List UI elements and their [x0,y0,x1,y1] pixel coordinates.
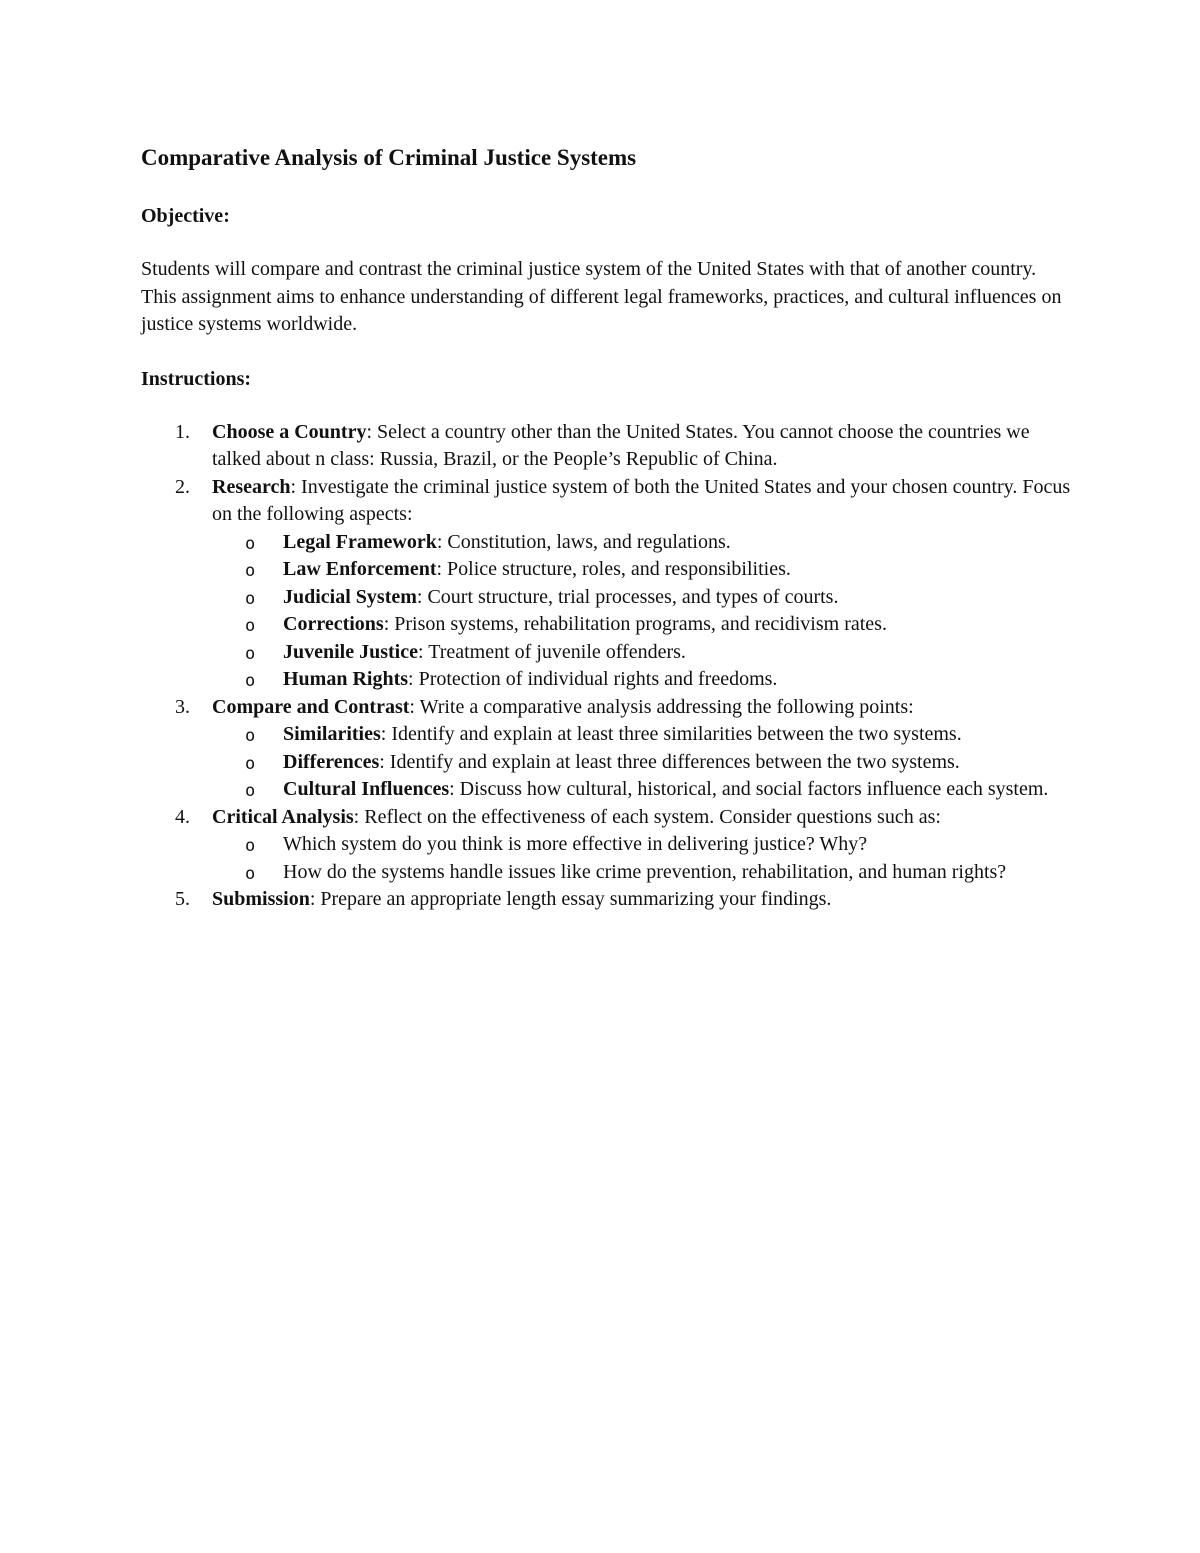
step-label: Submission [212,888,310,910]
step-number: 5. [175,888,190,910]
item-text: : Identify and explain at least three differences between the two systems. [379,750,960,773]
item-text: : Protection of individual rights and freedoms. [408,668,778,690]
item-label: Cultural Influences [283,778,450,800]
list-item [212,611,1071,639]
item-label: Juvenile Justice [283,640,418,663]
bullet-marker: o [245,616,256,636]
step-text: : Write a comparative analysis addressing the following points: [409,695,914,718]
bullet-marker: o [245,836,256,856]
step-research [141,474,1071,694]
step-number: 3. [175,695,190,718]
list-item [212,666,1071,694]
step-compare-contrast [141,694,1071,804]
document-page [141,140,1071,914]
item-text: : Treatment of juvenile offenders. [418,640,686,663]
critical-questions-list [212,831,1071,886]
list-item [212,721,1071,749]
item-label: Legal Framework [283,530,437,553]
bullet-marker: o [245,753,256,774]
list-item [212,859,1071,887]
step-choose-country [141,419,1071,474]
instructions-heading: Instructions: [141,367,252,390]
item-text: How do the systems handle issues like crime prevention, rehabilitation, and human rights? [283,860,1007,883]
bullet-marker: o [245,781,256,801]
item-label: Corrections [283,613,384,635]
list-item [212,529,1071,557]
item-text: : Discuss how cultural, historical, and social factors influence each system. [449,778,1049,800]
objective-heading: Objective: [141,205,230,227]
item-text: : Police structure, roles, and responsibilities. [436,558,791,580]
step-label: Compare and Contrast [212,695,410,718]
step-text: : Select a country other than the United States. You cannot choose the countries we talked about n class: Russia, Brazil, or the People’s Republic of China. [212,420,1030,470]
document-title: Comparative Analysis of Criminal Justice Systems [141,145,637,170]
list-item [212,584,1071,612]
bullet-marker: o [245,561,256,581]
item-label: Law Enforcement [283,558,437,580]
list-item [212,749,1071,777]
step-submission [141,886,1071,914]
bullet-marker: o [245,588,256,609]
item-text: : Identify and explain at least three similarities between the two systems. [380,723,962,745]
bullet-marker: o [245,533,256,554]
objective-text: Students will compare and contrast the criminal justice system of the United States with that of another country. This assignment aims to enhance understanding of different legal frameworks, practices, and cultural influences on justice systems worldwide. [141,258,1062,335]
item-text: : Court structure, trial processes, and types of courts. [416,585,839,608]
instructions-list [141,419,1071,914]
list-item [212,639,1071,667]
item-label: Judicial System [283,585,417,608]
item-label: Similarities [283,723,381,745]
step-label: Choose a Country [212,420,367,443]
step-text: : Reflect on the effectiveness of each system. Consider questions such as: [353,805,941,828]
compare-points-list [212,721,1071,804]
item-text: : Prison systems, rehabilitation programs, and recidivism rates. [383,613,887,635]
bullet-marker: o [245,643,256,664]
step-number: 4. [175,805,190,828]
list-item [212,776,1071,804]
research-aspects-list [212,529,1071,694]
step-text: : Investigate the criminal justice system of both the United States and your chosen country. Focus on the following aspects: [212,475,1071,525]
step-label: Critical Analysis [212,805,354,828]
item-label: Human Rights [283,668,409,690]
step-number: 1. [175,420,190,443]
step-text: : Prepare an appropriate length essay summarizing your findings. [309,888,832,910]
bullet-marker: o [245,726,256,746]
bullet-marker: o [245,671,256,691]
item-text: Which system do you think is more effective in delivering justice? Why? [283,833,868,855]
item-label: Differences [283,750,380,773]
list-item [212,556,1071,584]
step-label: Research [212,475,291,498]
bullet-marker: o [245,863,256,884]
list-item [212,831,1071,859]
step-critical-analysis [141,804,1071,887]
item-text: : Constitution, laws, and regulations. [436,530,731,553]
step-number: 2. [175,475,190,498]
